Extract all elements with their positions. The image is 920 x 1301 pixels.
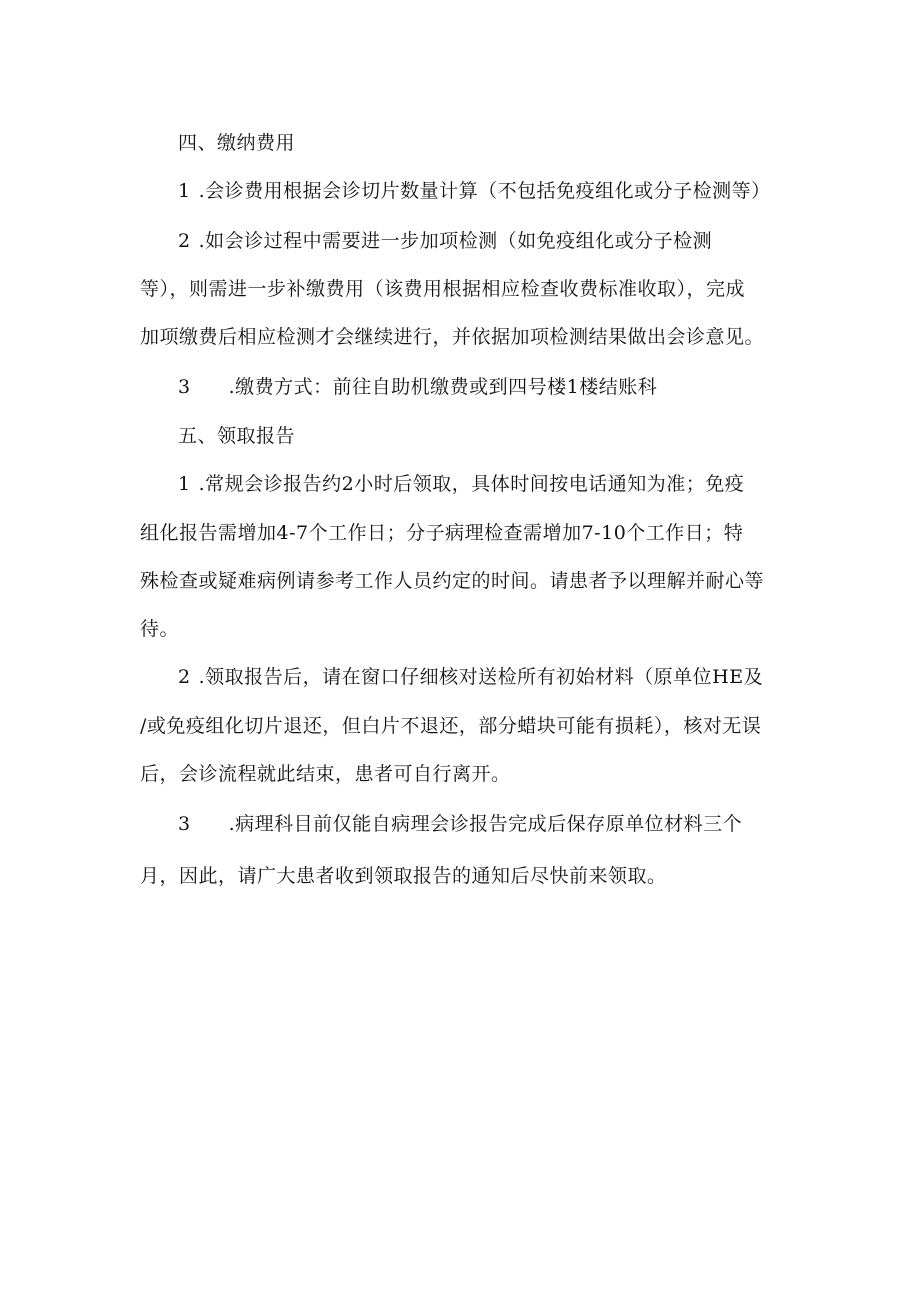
report-item-2-line-2: /或免疫组化切片退还，但白片不退还，部分蜡块可能有损耗），核对无误 [140, 715, 762, 737]
fees-item-2-line-3: 加项缴费后相应检测才会继续进行，并依据加项检测结果做出会诊意见。 [140, 326, 765, 348]
fees-item-1-number: 1 [178, 180, 191, 202]
report-item-2-text-1: .领取报告后，请在窗口仔细核对送检所有初始材料（原单位HE及 [198, 666, 764, 688]
report-item-3-line-2: 月，因此，请广大患者收到领取报告的通知后尽快前来领取。 [140, 865, 667, 887]
section-heading-report: 五、领取报告 [178, 425, 296, 447]
report-item-2-line-1 [178, 665, 763, 689]
report-item-1-number: 1 [178, 473, 191, 495]
report-item-1-line-4: 待。 [140, 618, 180, 640]
fees-item-2-text-1: .如会诊过程中需要进一步加项检测（如免疫组化或分子检测 [198, 230, 713, 252]
report-item-3-text-1: .病理科目前仅能自病理会诊报告完成后保存原单位材料三个 [228, 813, 743, 835]
report-item-3-number: 3 [178, 813, 191, 835]
report-item-1-line-2: 组化报告需增加4-7个工作日；分子病理检查需增加7-10个工作日；特 [140, 522, 744, 544]
fees-item-1-text: .会诊费用根据会诊切片数量计算（不包括免疫组化或分子检测等） [198, 180, 771, 202]
report-item-1-line-1 [178, 472, 744, 496]
report-item-2-number: 2 [178, 666, 191, 688]
report-item-1-text-1: .常规会诊报告约2小时后领取，具体时间按电话通知为准；免疫 [198, 473, 745, 495]
report-item-1-line-3: 殊检查或疑难病例请参考工作人员约定的时间。请患者予以理解并耐心等 [140, 570, 765, 592]
fees-item-2-line-1 [178, 229, 712, 253]
fees-item-2-number: 2 [178, 230, 191, 252]
fees-item-3-number: 3 [178, 376, 191, 398]
section-heading-fees: 四、缴纳费用 [178, 132, 296, 154]
report-item-2-line-3: 后，会诊流程就此结束，患者可自行离开。 [140, 763, 511, 785]
fees-item-2-line-2: 等），则需进一步补缴费用（该费用根据相应检查收费标准收取），完成 [140, 278, 746, 300]
report-item-3-line-1 [178, 812, 742, 836]
fees-item-3-line-1 [178, 375, 657, 399]
fees-item-1-line-1 [178, 179, 771, 203]
fees-item-3-text: .缴费方式：前往自助机缴费或到四号楼1楼结账科 [228, 376, 658, 398]
